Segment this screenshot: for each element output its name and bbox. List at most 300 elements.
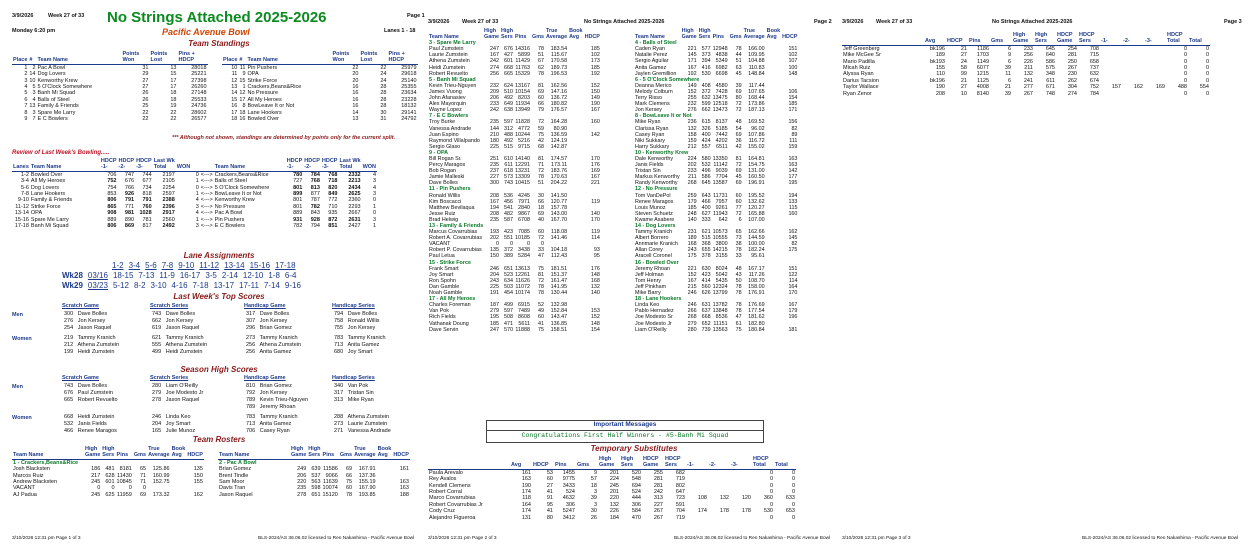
column-header: Total bbox=[1166, 38, 1188, 45]
column-header: Place bbox=[13, 57, 28, 64]
cell: 456 bbox=[504, 198, 514, 205]
cell: 10185 bbox=[515, 235, 531, 242]
cell: 158.51 bbox=[550, 326, 568, 333]
cell: 224 bbox=[687, 155, 697, 162]
score-entry: 296 Brian Gomez bbox=[246, 325, 292, 331]
cell: 278 bbox=[297, 491, 307, 498]
column-header: Team Name bbox=[247, 57, 332, 64]
score-entry: 555 Athena Zumstein bbox=[152, 342, 208, 348]
cell: 13167 bbox=[515, 82, 531, 89]
cell: 0 bbox=[195, 171, 199, 178]
cell: 82 bbox=[791, 125, 798, 132]
cell: 706 bbox=[107, 171, 117, 178]
cell: 167.70 bbox=[550, 216, 568, 223]
cell: 0 bbox=[1183, 65, 1187, 72]
cell: 235 bbox=[297, 485, 307, 492]
score-heading: Handicap Game bbox=[244, 303, 286, 309]
team-name: 8 - BowLeave It or Not bbox=[635, 113, 692, 120]
cell: 159 bbox=[687, 137, 697, 144]
cell: 4 bbox=[32, 96, 36, 103]
column-header: -3- bbox=[321, 164, 339, 171]
cell: 677 bbox=[142, 178, 152, 185]
column-header: -2- bbox=[708, 462, 730, 469]
cell: 935 bbox=[328, 210, 338, 217]
cell: 226 bbox=[1023, 58, 1033, 65]
cell: 78 bbox=[538, 70, 544, 77]
cell: 195 bbox=[490, 314, 500, 321]
column-header: High bbox=[291, 446, 304, 452]
cell: 143.00 bbox=[550, 210, 568, 217]
cell: 4245 bbox=[518, 192, 531, 199]
cell: 25533 bbox=[191, 96, 207, 103]
score-entry: 499 Heidi Zumstein bbox=[152, 349, 203, 355]
cell: 10174 bbox=[515, 290, 531, 297]
cell: 27 bbox=[546, 482, 553, 489]
cell: 51 bbox=[538, 180, 544, 187]
p1-datetime: Monday 6:20 pm bbox=[12, 28, 56, 34]
cell: 4580 bbox=[715, 82, 728, 89]
cell: 11072 bbox=[515, 283, 531, 290]
cell: 3-4 bbox=[20, 178, 29, 185]
score-entry: 755 Jon Kersey bbox=[334, 325, 376, 331]
cell: 31 bbox=[142, 64, 149, 71]
cell: 115 bbox=[788, 204, 798, 211]
column-header: Avg bbox=[924, 38, 946, 45]
cell: 632 bbox=[701, 95, 711, 102]
cell: 24 bbox=[960, 58, 967, 65]
cell: 658 bbox=[1089, 58, 1099, 65]
cell: 30 bbox=[590, 508, 597, 515]
cell: Jeff Pinkham bbox=[635, 283, 667, 290]
column-header: Avg bbox=[569, 34, 580, 41]
cell: 515 bbox=[701, 235, 711, 242]
column-header: True bbox=[148, 446, 160, 452]
lane-pair: 5-6 bbox=[145, 261, 157, 270]
cell: Alejandro Figueroa bbox=[429, 514, 476, 521]
column-header: -1- bbox=[100, 164, 118, 171]
cell: 0 bbox=[510, 241, 514, 248]
score-entry: 789 Jeremy Rhoan bbox=[246, 404, 296, 410]
cell: 33 bbox=[538, 247, 544, 254]
cell: 0 bbox=[1205, 58, 1209, 65]
cell: 2597 bbox=[162, 191, 175, 198]
cell: 245 bbox=[91, 491, 101, 498]
cell: 125.86 bbox=[152, 466, 170, 473]
cell: 109.95 bbox=[748, 52, 765, 59]
cell: 12518 bbox=[712, 101, 728, 108]
cell bbox=[1122, 45, 1144, 52]
cell: 181.62 bbox=[748, 314, 765, 321]
column-header: Points bbox=[122, 51, 140, 57]
header-row bbox=[12, 452, 204, 459]
cell: 5284 bbox=[518, 253, 531, 260]
column-header: HDCP bbox=[946, 38, 968, 45]
cell: 80 bbox=[546, 514, 553, 521]
cell: 170.63 bbox=[550, 174, 568, 181]
cell: Rich Fields bbox=[429, 314, 456, 321]
lane-matchup: 7-14 bbox=[263, 281, 280, 290]
cell: 154 bbox=[590, 326, 600, 333]
p1-week: Week 27 of 33 bbox=[48, 13, 85, 19]
cell: <---> bbox=[200, 203, 213, 210]
column-header: HDCP bbox=[532, 462, 554, 469]
score-entry: 713 Anita Gamez bbox=[246, 421, 292, 427]
cell: 17 bbox=[231, 109, 238, 116]
cell: 41 bbox=[546, 508, 553, 515]
cell: 0 bbox=[769, 501, 773, 508]
cell: 60 bbox=[546, 476, 553, 483]
cell: 0 bbox=[769, 514, 773, 521]
column-header: Game bbox=[85, 452, 101, 459]
cell: 674 bbox=[1089, 77, 1099, 84]
column-header: High bbox=[599, 456, 612, 462]
cell: 12291 bbox=[515, 162, 531, 169]
cell: 254 bbox=[1067, 45, 1077, 52]
column-header: High bbox=[102, 446, 115, 452]
cell: 444 bbox=[631, 495, 641, 502]
cell: 2254 bbox=[162, 184, 175, 191]
team-name: 14 - Dog Lovers bbox=[635, 223, 676, 229]
team-name-row bbox=[218, 459, 410, 466]
cell: 899 bbox=[293, 191, 303, 198]
cell: 610 bbox=[504, 155, 514, 162]
cell: 26260 bbox=[191, 84, 207, 91]
cell: 3433 bbox=[562, 482, 575, 489]
cell: Deanna Merico bbox=[635, 82, 672, 89]
cell: 156 bbox=[788, 119, 798, 126]
cell: 21 bbox=[1004, 84, 1011, 91]
cell: 14140 bbox=[515, 155, 531, 162]
cell: 53 bbox=[546, 469, 553, 476]
cell: 31 bbox=[380, 116, 387, 123]
cell: 151.37 bbox=[550, 271, 568, 278]
cell: 167 bbox=[590, 107, 600, 114]
cell: 167.91 bbox=[358, 466, 376, 473]
p2-page: Page 2 bbox=[814, 19, 832, 25]
cell: 60 bbox=[538, 229, 544, 236]
cell: 15120 bbox=[322, 491, 338, 498]
cell: 17 bbox=[170, 84, 177, 91]
cell: 743 bbox=[504, 180, 514, 187]
cell: 54 bbox=[735, 125, 742, 132]
cell: Kendell Clemens bbox=[429, 482, 471, 489]
cell: 78 bbox=[735, 283, 742, 290]
cell: 0 bbox=[111, 485, 115, 492]
cell: 69 bbox=[538, 210, 544, 217]
cell: Sergio Aguilar bbox=[635, 58, 669, 65]
cell: 1 bbox=[195, 178, 199, 185]
cell: 373 bbox=[701, 52, 711, 59]
cell: 157 bbox=[1111, 84, 1121, 91]
cell: 0 bbox=[791, 469, 795, 476]
column-header: Sers bbox=[1078, 38, 1100, 45]
cell: Jon Kersey bbox=[635, 107, 662, 114]
cell: 820 bbox=[328, 184, 338, 191]
cell: 202 bbox=[687, 162, 697, 169]
score-entry: 212 Athena Zumstein bbox=[64, 342, 120, 348]
column-header: HDCP bbox=[1079, 32, 1095, 38]
cell: 12 bbox=[231, 77, 238, 84]
cell: 148 bbox=[590, 320, 600, 327]
cell: 28 bbox=[380, 90, 387, 97]
cell: 9715 bbox=[518, 143, 531, 150]
cell: 209 bbox=[490, 88, 500, 95]
cell: 39 bbox=[1004, 65, 1011, 72]
score-entry: 256 Athena Zumstein bbox=[246, 342, 302, 348]
cell: Jesse Ruiz bbox=[429, 210, 456, 217]
cell: 48 bbox=[735, 119, 742, 126]
cell: 71 bbox=[139, 472, 147, 479]
cell: 536 bbox=[504, 192, 514, 199]
cell: 611 bbox=[1046, 77, 1055, 84]
cell: 274 bbox=[1067, 90, 1077, 97]
cell: 5247 bbox=[562, 508, 575, 515]
cell: 69 bbox=[735, 180, 742, 187]
column-header: Sers bbox=[1034, 38, 1056, 45]
cell: 89 bbox=[791, 131, 798, 138]
cell: Bowled Over bbox=[30, 171, 63, 178]
cell: 26577 bbox=[191, 116, 207, 123]
column-header: HDCP bbox=[118, 158, 135, 164]
cell: 15 bbox=[231, 96, 238, 103]
cell: 281 bbox=[653, 476, 663, 483]
cell: 132 bbox=[719, 495, 729, 502]
cell: 7428 bbox=[715, 88, 728, 95]
cell: 300 bbox=[490, 180, 500, 187]
cell: 8137 bbox=[715, 119, 728, 126]
cell: 737 bbox=[1089, 65, 1099, 72]
cell: 9 bbox=[242, 71, 246, 78]
cell: 235 bbox=[490, 162, 500, 169]
score-heading: Scratch Series bbox=[150, 303, 189, 309]
lane-matchup: 16-17 bbox=[179, 271, 201, 280]
bowler-row bbox=[634, 327, 798, 333]
cell: 206 bbox=[490, 95, 500, 102]
cell: Van Pok bbox=[429, 308, 449, 315]
cell: Mike Ryan bbox=[635, 119, 661, 126]
cell: 42 bbox=[735, 143, 742, 150]
column-header: -1- bbox=[1100, 38, 1122, 45]
cell: 676 bbox=[504, 46, 514, 53]
cell: 162.56 bbox=[550, 82, 568, 89]
cell: Tristan Sin bbox=[635, 168, 661, 175]
cell: 10154 bbox=[515, 88, 531, 95]
cell: 488 bbox=[1177, 84, 1187, 91]
cell: 18132 bbox=[401, 103, 417, 110]
standing-row bbox=[12, 116, 208, 122]
cell: 348 bbox=[1045, 71, 1055, 78]
cell: 267 bbox=[653, 508, 663, 515]
cell: 18 bbox=[590, 482, 597, 489]
cell: 144 bbox=[490, 125, 500, 132]
cell: 185 bbox=[788, 101, 798, 108]
cell: 236 bbox=[687, 119, 697, 126]
cell: 182.24 bbox=[748, 247, 765, 254]
cell: 3 bbox=[24, 77, 28, 84]
cell: 11586 bbox=[322, 466, 338, 473]
cell: 132 bbox=[590, 283, 600, 290]
cell: 279 bbox=[687, 320, 697, 327]
cell: 78 bbox=[538, 174, 544, 181]
cell: Banh Mi Squad bbox=[37, 90, 76, 97]
cell: John Afanasiev bbox=[429, 95, 466, 102]
cell: 152 bbox=[687, 88, 697, 95]
cell: 227 bbox=[653, 501, 663, 508]
cell: 29618 bbox=[401, 71, 417, 78]
cell: 0 bbox=[128, 485, 132, 492]
cell: 16 bbox=[239, 116, 246, 123]
cell: 5216 bbox=[518, 137, 531, 144]
cell: 1 bbox=[195, 191, 199, 198]
team-name: 9 - OPA bbox=[429, 149, 449, 156]
cell: Marcus Covarrubias bbox=[429, 229, 478, 236]
column-header: Book bbox=[171, 446, 186, 452]
cell: 7-8 bbox=[20, 191, 29, 198]
cell: 4 bbox=[24, 84, 28, 91]
cell: 25221 bbox=[191, 71, 207, 78]
cell: 668 bbox=[504, 64, 514, 71]
cell: 16 bbox=[352, 90, 359, 97]
score-entry: 783 Tammy Kranich bbox=[334, 335, 386, 341]
cell: 81 bbox=[538, 155, 544, 162]
cell: Robert A. Covarrubias bbox=[429, 235, 483, 242]
cell: 889 bbox=[107, 216, 117, 223]
score-entry: 668 Heidi Zumstein bbox=[64, 414, 115, 420]
cell: 30 bbox=[538, 192, 544, 199]
cell: 0 bbox=[372, 197, 377, 204]
column-header: Sers bbox=[501, 34, 513, 41]
cell: 488 bbox=[504, 131, 514, 138]
cell: 167.90 bbox=[358, 485, 376, 492]
cell: 30 bbox=[380, 109, 387, 116]
column-header: -3- bbox=[730, 462, 752, 469]
score-entry: 706 Casey Ryan bbox=[246, 428, 290, 434]
gender-label: Women bbox=[12, 336, 32, 342]
cell: 6077 bbox=[976, 65, 989, 72]
cell: 1149 bbox=[977, 58, 989, 65]
cell: 18 bbox=[170, 96, 177, 103]
cell: Natalie Perez bbox=[635, 52, 668, 59]
cell: Liam O'Reilly bbox=[635, 326, 667, 333]
cell: 13309 bbox=[515, 174, 531, 181]
cell: 9 bbox=[24, 116, 28, 123]
cell: 24792 bbox=[401, 116, 417, 123]
cell: 114 bbox=[591, 235, 600, 242]
cell: 81 bbox=[538, 82, 544, 89]
cell: 78 bbox=[735, 247, 742, 254]
temp-subs-cont-table bbox=[842, 32, 1210, 97]
cell: Charles Foreman bbox=[429, 302, 471, 309]
cell: 18 bbox=[170, 90, 177, 97]
cell: 177 bbox=[788, 174, 798, 181]
cell: 5-6 bbox=[20, 184, 29, 191]
cell: 424 bbox=[701, 137, 711, 144]
column-header: Sers bbox=[620, 462, 642, 469]
score-entry: 713 Anita Gamez bbox=[334, 342, 380, 348]
cell: 163 bbox=[399, 479, 409, 486]
cell: 141.95 bbox=[550, 283, 568, 290]
cell: 68 bbox=[538, 143, 544, 150]
cell: 400 bbox=[701, 131, 711, 138]
cell: Albert Borrero bbox=[635, 235, 669, 242]
cell: 5 O'Clock Somewhere bbox=[214, 184, 270, 191]
cell: Ronald Willis bbox=[429, 192, 461, 199]
cell: 634 bbox=[504, 277, 514, 284]
cell: 117.44 bbox=[748, 82, 765, 89]
cell: 185 bbox=[687, 204, 697, 211]
cell: 454 bbox=[504, 290, 514, 297]
cell: 157.78 bbox=[550, 204, 568, 211]
score-entry: 317 Tristan Sin bbox=[334, 390, 374, 396]
cell: 162 bbox=[1133, 84, 1143, 91]
cell: 220 bbox=[609, 495, 619, 502]
cell: Pac A Bowl bbox=[37, 64, 66, 71]
cell: 22 bbox=[170, 109, 177, 116]
cell: 78 bbox=[538, 46, 544, 53]
header-row bbox=[428, 462, 796, 469]
cell: 72 bbox=[538, 168, 544, 175]
cell: 194 bbox=[490, 204, 500, 211]
cell: 791 bbox=[142, 197, 152, 204]
cell: Clarissa Ryan bbox=[635, 125, 669, 132]
column-header: Sers bbox=[102, 452, 115, 459]
cell: 148 bbox=[590, 271, 600, 278]
cell: 537 bbox=[311, 472, 321, 479]
cell: 665 bbox=[504, 70, 514, 77]
cell: 38 bbox=[735, 241, 742, 248]
cell: 170 bbox=[590, 155, 600, 162]
cell: 1 bbox=[372, 203, 377, 210]
cell: 62 bbox=[538, 64, 544, 71]
cell: 10244 bbox=[515, 131, 531, 138]
column-header: Pins bbox=[968, 38, 990, 45]
cell: 14 bbox=[29, 71, 36, 78]
cell: 180.84 bbox=[748, 326, 765, 333]
cell: 161.47 bbox=[550, 277, 568, 284]
score-entry: 278 Jason Raquel bbox=[152, 397, 200, 403]
cell: 19 bbox=[170, 103, 177, 110]
cell: Melody Colburn bbox=[635, 88, 673, 95]
cell: 266 bbox=[687, 308, 697, 315]
cell: 137.36 bbox=[358, 472, 376, 479]
cell: 107.00 bbox=[748, 216, 765, 223]
cell: 188 bbox=[399, 491, 409, 498]
cell: 169 bbox=[1155, 84, 1165, 91]
cell: 510 bbox=[504, 88, 514, 95]
lane-matchup: 6-4 bbox=[284, 271, 297, 280]
cell: 155 bbox=[193, 479, 203, 486]
cell: 226 bbox=[609, 508, 619, 515]
cell: 140 bbox=[590, 290, 600, 297]
cell: 645 bbox=[701, 180, 711, 187]
cell: James Vuong bbox=[429, 88, 462, 95]
cell: 81 bbox=[538, 271, 544, 278]
cell: 237 bbox=[490, 168, 500, 175]
cell: 754 bbox=[107, 184, 117, 191]
cell: Matthew Bevilaqua bbox=[429, 204, 475, 211]
column-header: -3- bbox=[135, 164, 153, 171]
cell: 597 bbox=[504, 119, 514, 126]
header-row bbox=[222, 57, 418, 64]
cell: 643 bbox=[701, 192, 711, 199]
cell: 60 bbox=[538, 314, 544, 321]
cell: 91 bbox=[546, 495, 553, 502]
p1-footer-right: BLS-2024/AS 36.06.02 licensed to Ren Nakashima - Pacific Avenue Bowl bbox=[258, 536, 415, 541]
cell: 926 bbox=[124, 191, 135, 198]
section-lane-assignments: Lane Assignments bbox=[183, 251, 255, 260]
cell: 247 bbox=[490, 326, 500, 333]
cell: 256 bbox=[490, 70, 500, 77]
